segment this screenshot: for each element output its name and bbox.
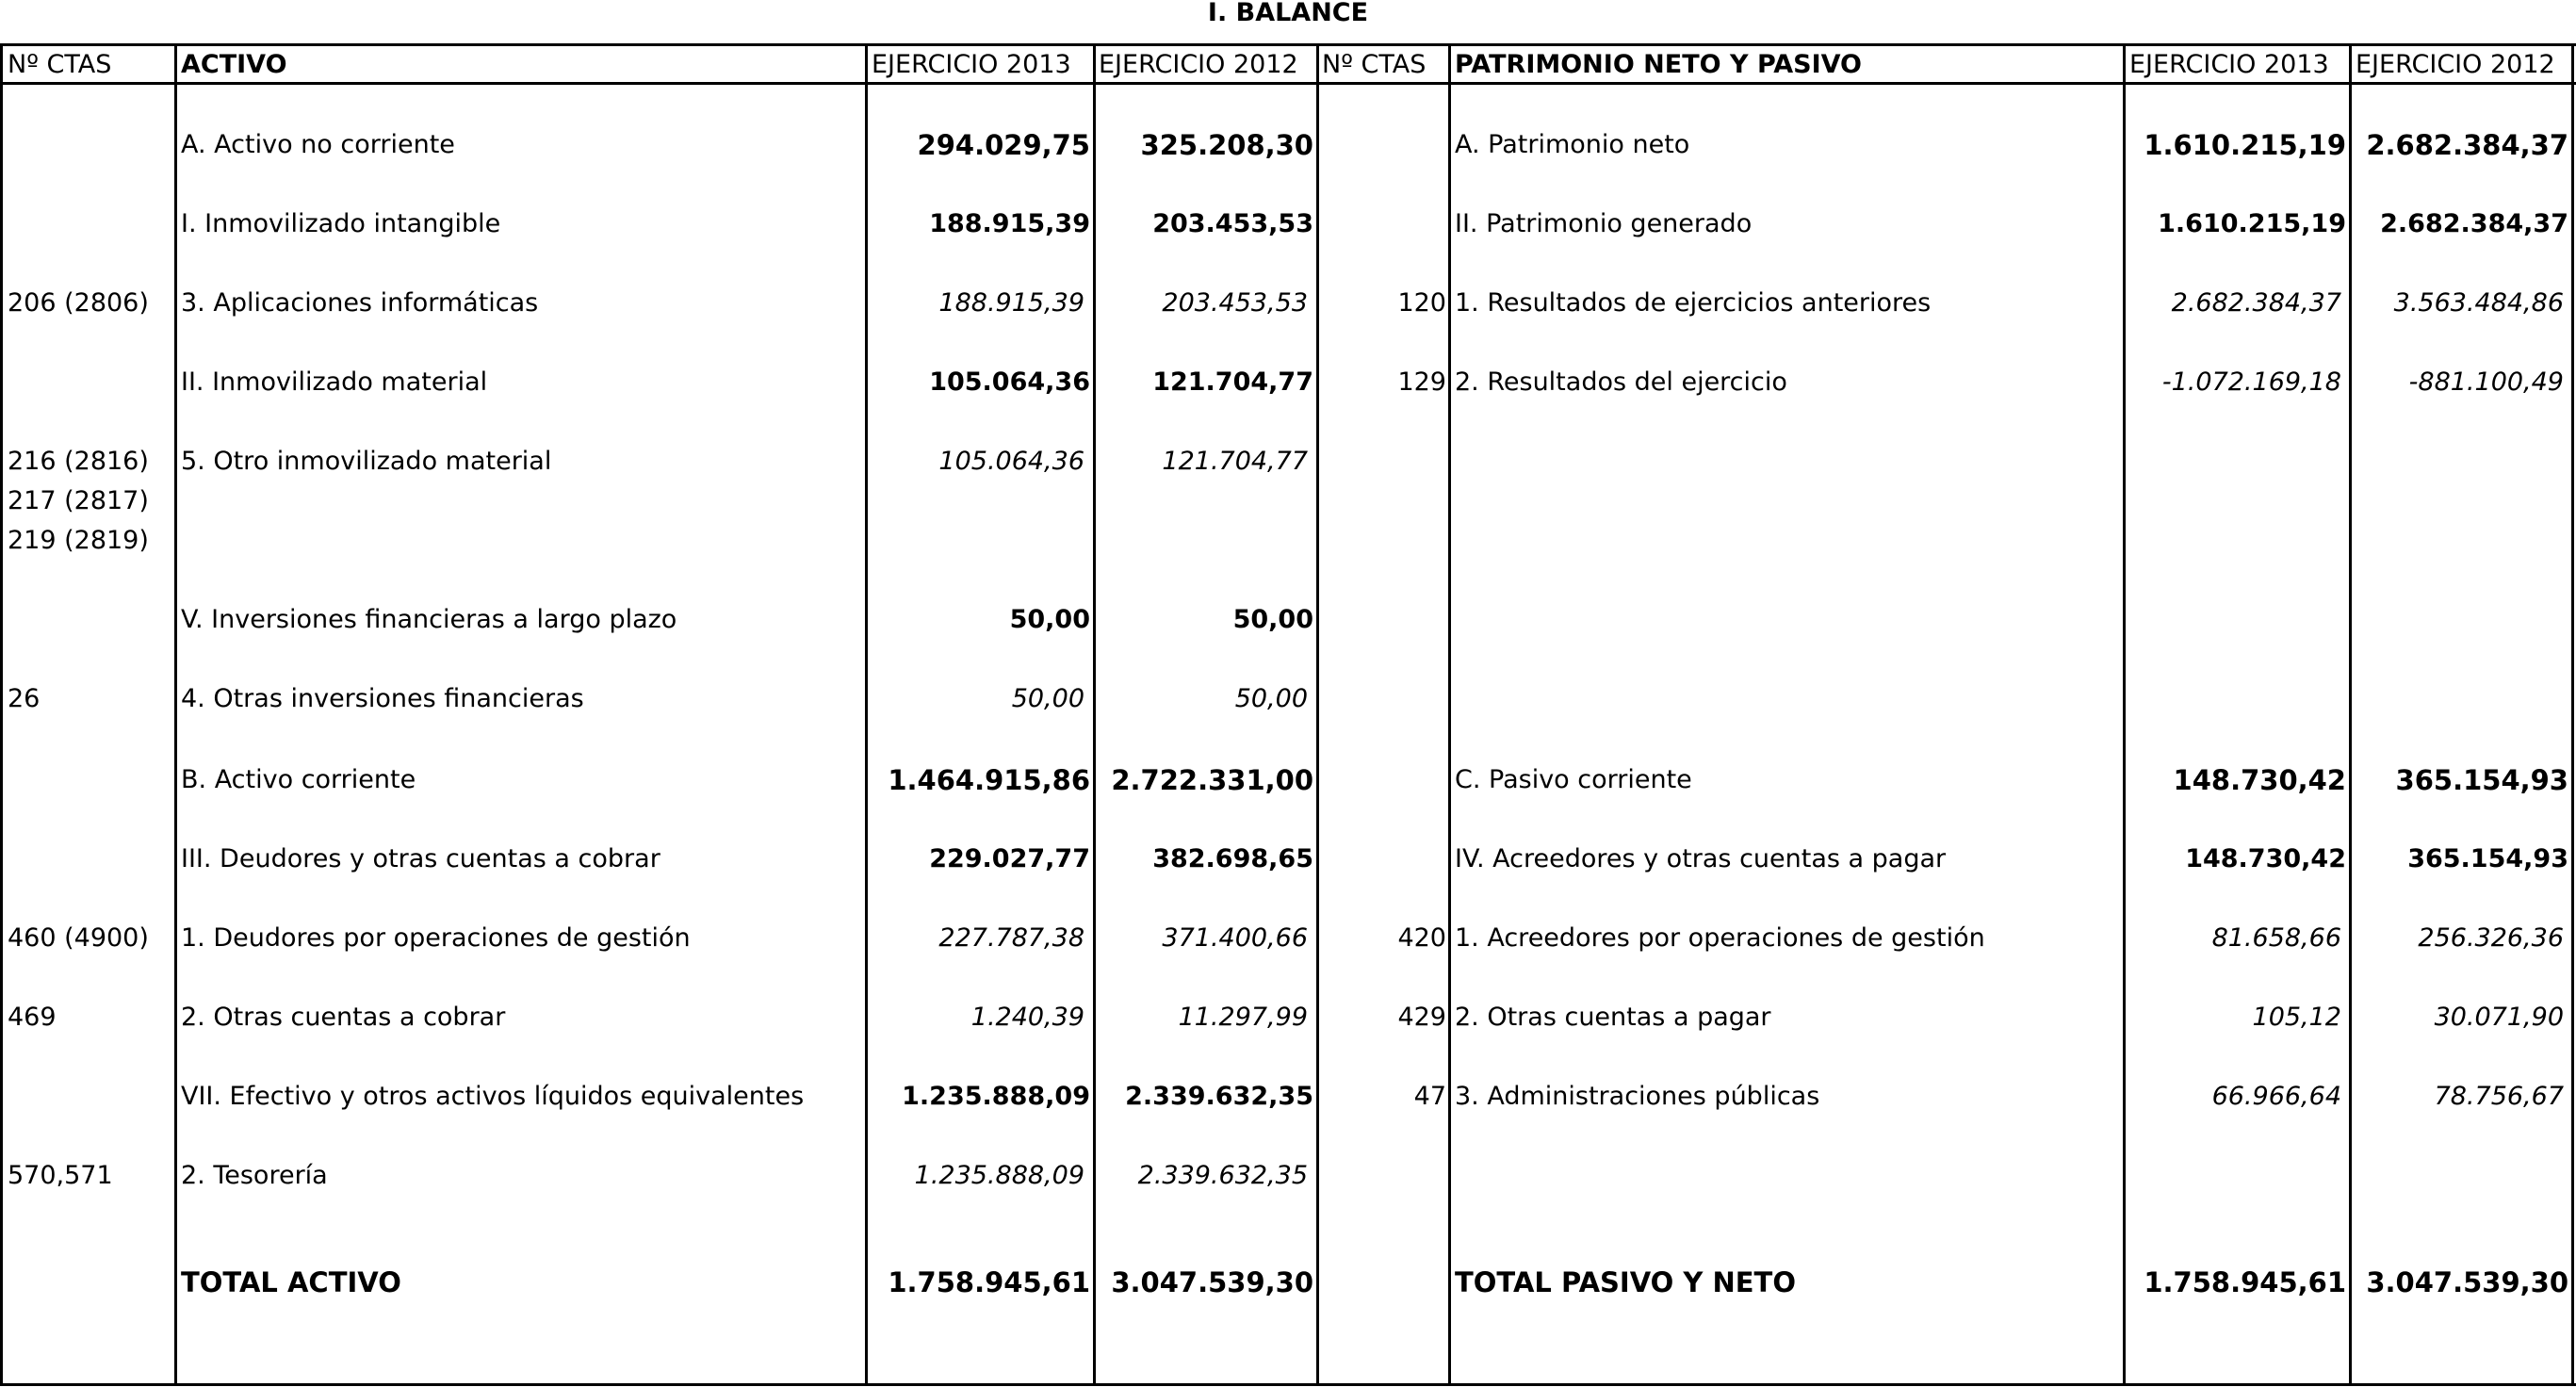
pasivo-value-2013: 1.610.215,19 [2144, 129, 2346, 161]
header-activo: ACTIVO [181, 50, 287, 79]
activo-value-2012: 121.704,77 [1162, 447, 1308, 476]
pasivo-value-2013: 1.610.215,19 [2158, 209, 2346, 238]
activo-label: III. Deudores y otras cuentas a cobrar [181, 844, 660, 873]
col-border [1316, 44, 1319, 1385]
total-activo-2013: 1.758.945,61 [888, 1266, 1090, 1298]
activo-value-2012: 203.453,53 [1162, 288, 1308, 318]
pasivo-value-2012: -881.100,49 [2408, 367, 2564, 397]
pasivo-value-2012: 365.154,93 [2395, 764, 2568, 796]
activo-label: 2. Tesorería [181, 1161, 328, 1190]
activo-label: 4. Otras inversiones financieras [181, 684, 584, 713]
pasivo-value-2012: 78.756,67 [2434, 1082, 2564, 1111]
col-border [2123, 44, 2126, 1385]
pasivo-value-2013: 2.682.384,37 [2171, 288, 2341, 318]
header-pasivo: PATRIMONIO NETO Y PASIVO [1455, 50, 1863, 79]
activo-value-2012: 325.208,30 [1140, 129, 1313, 161]
pasivo-cta: 129 [1397, 367, 1446, 397]
pasivo-value-2012: 2.682.384,37 [2380, 209, 2568, 238]
activo-value-2012: 371.400,66 [1162, 923, 1308, 953]
header-ej2013-right: EJERCICIO 2013 [2129, 50, 2329, 79]
activo-label: B. Activo corriente [181, 765, 416, 794]
activo-value-2012: 2.339.632,35 [1137, 1161, 1308, 1190]
header-ctas-right: Nº CTAS [1322, 50, 1427, 79]
pasivo-cta: 429 [1397, 1003, 1446, 1032]
activo-label: 2. Otras cuentas a cobrar [181, 1003, 506, 1032]
col-border [2349, 44, 2352, 1385]
activo-label: 3. Aplicaciones informáticas [181, 288, 539, 318]
total-activo-label: TOTAL ACTIVO [181, 1266, 401, 1298]
pasivo-cta: 120 [1397, 288, 1446, 318]
activo-value-2012: 11.297,99 [1178, 1003, 1308, 1032]
activo-cta: 206 (2806) [8, 288, 149, 318]
col-border [174, 44, 177, 1385]
pasivo-cta: 420 [1397, 923, 1446, 953]
activo-cta: 219 (2819) [8, 526, 149, 555]
activo-cta: 469 [8, 1003, 57, 1032]
pasivo-label: II. Patrimonio generado [1455, 209, 1753, 238]
activo-value-2012: 121.704,77 [1152, 367, 1313, 397]
pasivo-value-2012: 256.326,36 [2418, 923, 2564, 953]
pasivo-value-2013: 148.730,42 [2185, 844, 2346, 873]
header-ej2012-left: EJERCICIO 2012 [1099, 50, 1298, 79]
pasivo-label: A. Patrimonio neto [1455, 130, 1690, 159]
total-pasivo-label: TOTAL PASIVO Y NETO [1455, 1266, 1796, 1298]
pasivo-label: 2. Otras cuentas a pagar [1455, 1003, 1771, 1032]
pasivo-label: 1. Acreedores por operaciones de gestión [1455, 923, 1985, 953]
header-ctas-left: Nº CTAS [8, 50, 112, 79]
activo-value-2013: 50,00 [1009, 605, 1090, 634]
activo-value-2013: 229.027,77 [929, 844, 1090, 873]
pasivo-label: 1. Resultados de ejercicios anteriores [1455, 288, 1932, 318]
activo-cta: 570,571 [8, 1161, 113, 1190]
activo-cta: 460 (4900) [8, 923, 149, 953]
pasivo-value-2013: 66.966,64 [2211, 1082, 2341, 1111]
activo-cta: 217 (2817) [8, 486, 149, 515]
activo-value-2013: 294.029,75 [917, 129, 1090, 161]
activo-label: I. Inmovilizado intangible [181, 209, 501, 238]
pasivo-value-2012: 30.071,90 [2434, 1003, 2564, 1032]
activo-label: II. Inmovilizado material [181, 367, 488, 397]
pasivo-value-2012: 365.154,93 [2407, 844, 2568, 873]
header-ej2012-right: EJERCICIO 2012 [2356, 50, 2555, 79]
pasivo-label: C. Pasivo corriente [1455, 765, 1692, 794]
activo-value-2013: 1.240,39 [970, 1003, 1084, 1032]
activo-value-2013: 1.464.915,86 [888, 764, 1090, 796]
activo-value-2012: 2.339.632,35 [1125, 1082, 1313, 1111]
pasivo-value-2013: -1.072.169,18 [2161, 367, 2341, 397]
total-pasivo-2013: 1.758.945,61 [2144, 1266, 2346, 1298]
pasivo-value-2013: 105,12 [2252, 1003, 2341, 1032]
document-title: I. BALANCE [1207, 0, 1369, 27]
activo-label: 5. Otro inmovilizado material [181, 447, 552, 476]
activo-cta: 26 [8, 684, 41, 713]
col-border [0, 44, 3, 1385]
activo-value-2012: 382.698,65 [1152, 844, 1313, 873]
pasivo-cta: 47 [1413, 1082, 1446, 1111]
col-border [1093, 44, 1096, 1385]
activo-value-2013: 1.235.888,09 [902, 1082, 1090, 1111]
activo-label: A. Activo no corriente [181, 130, 455, 159]
activo-label: V. Inversiones financieras a largo plazo [181, 605, 677, 634]
activo-value-2013: 105.064,36 [929, 367, 1090, 397]
col-border [2571, 44, 2574, 1385]
activo-value-2012: 2.722.331,00 [1111, 764, 1313, 796]
total-activo-2012: 3.047.539,30 [1111, 1266, 1313, 1298]
activo-value-2012: 50,00 [1234, 684, 1308, 713]
pasivo-value-2012: 2.682.384,37 [2366, 129, 2568, 161]
activo-value-2013: 105.064,36 [938, 447, 1084, 476]
activo-value-2013: 227.787,38 [938, 923, 1084, 953]
col-border [865, 44, 868, 1385]
pasivo-label: IV. Acreedores y otras cuentas a pagar [1455, 844, 1947, 873]
activo-value-2012: 203.453,53 [1152, 209, 1313, 238]
activo-value-2013: 50,00 [1011, 684, 1084, 713]
activo-value-2013: 188.915,39 [938, 288, 1084, 318]
pasivo-value-2013: 148.730,42 [2173, 764, 2346, 796]
pasivo-value-2012: 3.563.484,86 [2393, 288, 2564, 318]
total-pasivo-2012: 3.047.539,30 [2366, 1266, 2568, 1298]
activo-value-2013: 188.915,39 [929, 209, 1090, 238]
activo-label: 1. Deudores por operaciones de gestión [181, 923, 691, 953]
col-border [1448, 44, 1451, 1385]
pasivo-label: 3. Administraciones públicas [1455, 1082, 1820, 1111]
activo-value-2012: 50,00 [1232, 605, 1313, 634]
pasivo-value-2013: 81.658,66 [2211, 923, 2341, 953]
activo-cta: 216 (2816) [8, 447, 149, 476]
table-bottom-border [0, 1383, 2576, 1386]
activo-label: VII. Efectivo y otros activos líquidos equivalentes [181, 1082, 805, 1111]
activo-value-2013: 1.235.888,09 [914, 1161, 1084, 1190]
pasivo-label: 2. Resultados del ejercicio [1455, 367, 1787, 397]
header-ej2013-left: EJERCICIO 2013 [872, 50, 1071, 79]
